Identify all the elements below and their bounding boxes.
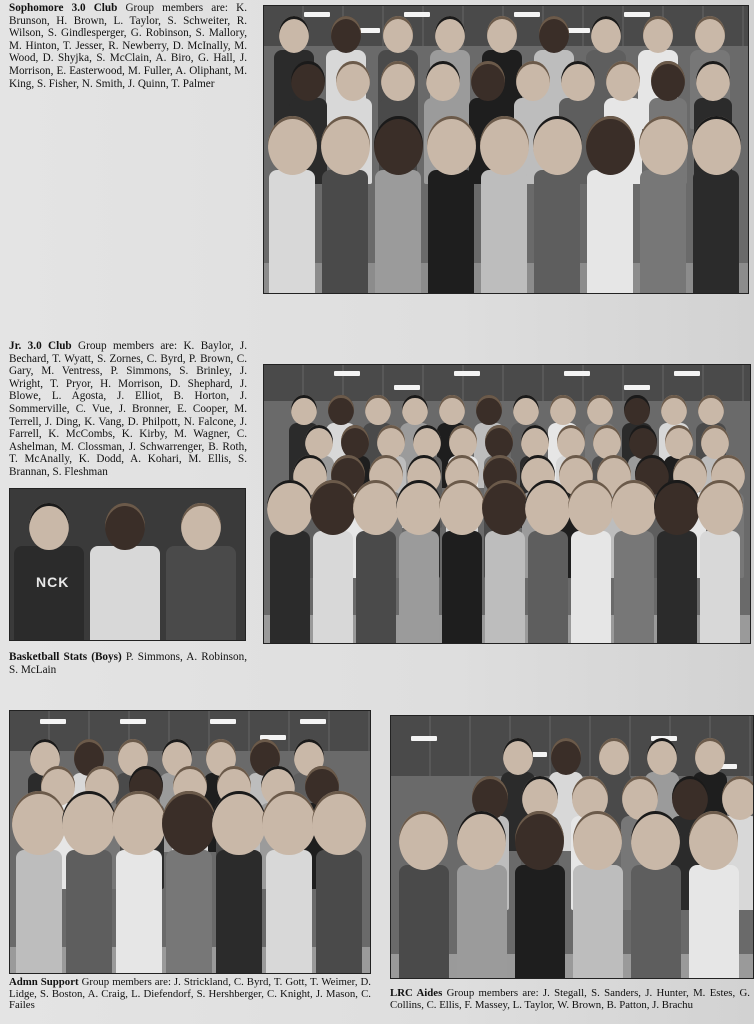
junior-title: Jr. 3.0 Club <box>9 340 72 352</box>
admn-support-photo <box>9 710 371 974</box>
basketball-shirt-text: NCK <box>36 574 70 590</box>
admn-members: Group members are: J. Strickland, C. Byrd, T. Gott, T. Weimer, D. Lidge, S. Boston, A. Craig, L. Diefendorf, S. Hershberger, C. Knight, J. Mason, C. Failes <box>9 976 372 1011</box>
lrc-caption <box>390 988 750 1011</box>
lrc-aides-photo <box>390 715 754 979</box>
basketball-title: Basketball Stats (Boys) <box>9 651 122 663</box>
sophomore-title: Sophomore 3.0 Club <box>9 2 118 14</box>
basketball-stats-photo <box>9 488 246 641</box>
lrc-members: Group members are: J. Stegall, S. Sanders, J. Hunter, M. Estes, G. Collins, C. Ellis, F. Massey, L. Taylor, W. Brown, B. Patton, J. Brachu <box>390 987 750 1011</box>
basketball-members: P. Simmons, A. Robinson, S. McLain <box>9 651 247 676</box>
admn-title: Admn Support <box>9 976 79 988</box>
junior-members: Group members are: K. Baylor, J. Bechard, T. Wyatt, S. Zornes, C. Byrd, P. Brown, C. Gary, M. Ventress, P. Simmons, S. Brinley, J. Wright, T. Pryor, H. Morrison, D. Shephard, J. Blowe, L. Agosta, J. Elliot, B. Horton, J. Sommerville, C. Vue, J. Bronner, E. Cooper, M. Terrell, J. Ding, K. Vang, D. Philpott, N. Falcone, J. Farrell, K. McCombs, K. Kirby, M. Wagner, C. Ashelman, M. Clossman, J. Schwarrenger, B. Roth, T. McAnally, K. Dodd, A. Kohari, M. Ellis, S. Brannan, S. Fleshman <box>9 340 248 478</box>
sophomore-members: Group members are: K. Brunson, H. Brown, L. Taylor, S. Schweiter, R. Wilson, S. Gindlesperger, G. Robinson, S. Mallory, M. Hinton, T. Jesser, R. Newberry, D. McInally, M. Wood, D. Shyjka, S. McClain, A. Biro, G. Hall, J. Morrison, E. Easterwood, M. Fuller, A. Oliphant, M. King, S. Fisher, N. Smith, J. Quinn, T. Palmer <box>9 2 247 90</box>
admn-caption <box>9 977 371 1012</box>
basketball-caption <box>9 651 247 676</box>
sophomore-caption <box>9 2 247 90</box>
lrc-title: LRC Aides <box>390 987 443 999</box>
junior-group-photo <box>263 364 751 644</box>
junior-caption <box>9 340 247 479</box>
sophomore-group-photo <box>263 5 749 294</box>
